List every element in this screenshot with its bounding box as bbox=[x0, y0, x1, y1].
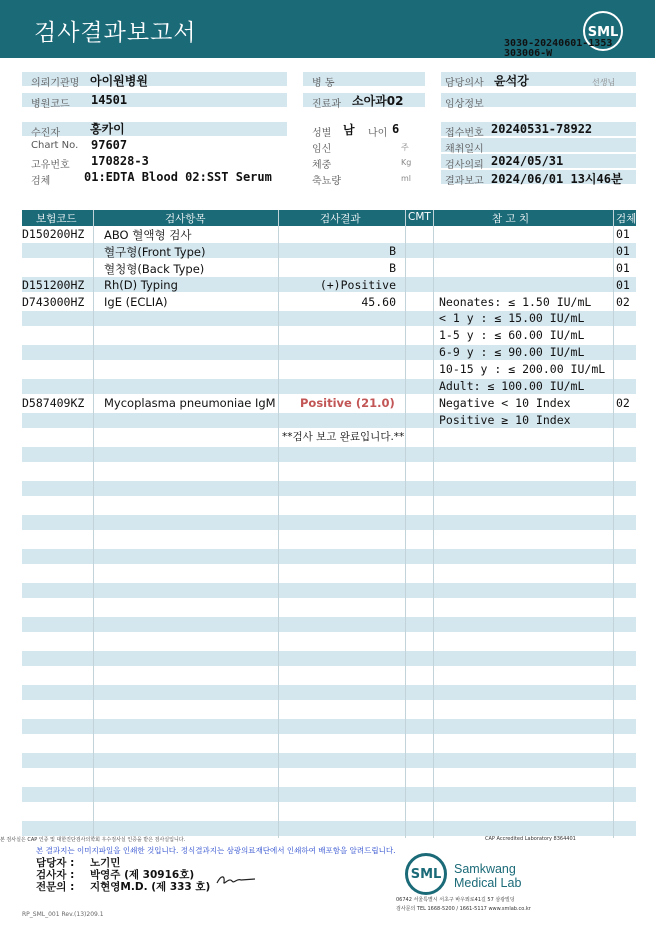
dept-value: 소아과02 bbox=[352, 94, 404, 108]
doctor-label: 담당의사 bbox=[445, 78, 484, 89]
specialist-name: 지현영M.D. (제 333 호) bbox=[90, 881, 211, 893]
request-value: 2024/05/31 bbox=[491, 154, 564, 168]
row-reference: 10-15 y : ≤ 200.00 IU/mL bbox=[439, 362, 606, 376]
row-result: 45.60 bbox=[361, 295, 396, 309]
row-item: IgE (ECLIA) bbox=[104, 295, 168, 309]
chart-value: 97607 bbox=[91, 138, 128, 152]
report-label: 결과보고 bbox=[445, 176, 484, 187]
urine-label: 축뇨량 bbox=[312, 176, 341, 187]
row-reference: Negative < 10 Index bbox=[439, 396, 571, 410]
row-specimen: 02 bbox=[616, 396, 630, 410]
specimen-label: 검체 bbox=[31, 176, 51, 187]
tester-name: 박영주 (제 30916호) bbox=[90, 869, 195, 881]
tester-label: 검사자 : bbox=[36, 869, 75, 881]
row-specimen: 01 bbox=[616, 227, 630, 241]
row-specimen: 01 bbox=[616, 244, 630, 258]
ward-label: 병 동 bbox=[312, 78, 335, 89]
brand-name-line1: Samkwang bbox=[454, 862, 516, 876]
lab-phone: 검사문의 TEL 1668-5200 / 1661-5117 www.smlab.co.kr bbox=[396, 906, 531, 912]
uid-label: 고유번호 bbox=[31, 160, 70, 171]
report-value: 2024/06/01 13시46분 bbox=[491, 172, 623, 186]
row-code: D151200HZ bbox=[22, 278, 85, 292]
specialist-label: 전문의 : bbox=[36, 881, 75, 893]
table-stripe bbox=[22, 685, 636, 700]
table-end-note: **검사 보고 완료입니다.** bbox=[282, 431, 405, 443]
row-reference: Positive ≥ 10 Index bbox=[439, 413, 571, 427]
cap-accreditation: CAP Accredited Laboratory 8364401 bbox=[485, 836, 576, 842]
table-stripe bbox=[22, 821, 636, 836]
chart-label: Chart No. bbox=[31, 140, 79, 151]
doctor-value: 윤석강 bbox=[494, 74, 529, 88]
hospital-label: 의뢰기관명 bbox=[31, 78, 80, 89]
row-result: Positive (21.0) bbox=[300, 396, 395, 410]
sml-logo-icon: SML bbox=[583, 11, 623, 51]
signature-icon bbox=[215, 873, 257, 887]
row-code: D150200HZ bbox=[22, 227, 85, 241]
report-title: 검사결과보고서 bbox=[34, 20, 197, 46]
th-cmt: CMT bbox=[408, 211, 431, 223]
band bbox=[22, 122, 287, 136]
table-stripe bbox=[22, 787, 636, 802]
hospital-value: 아이원병원 bbox=[90, 74, 148, 88]
table-stripe bbox=[22, 481, 636, 496]
row-reference: 1-5 y : ≤ 60.00 IU/mL bbox=[439, 328, 585, 342]
th-specimen: 검체 bbox=[616, 213, 637, 225]
code-label: 병원코드 bbox=[31, 99, 70, 110]
row-code: D587409KZ bbox=[22, 396, 85, 410]
row-result: (+)Positive bbox=[319, 278, 396, 292]
image-notice: 본 결과지는 이미지파일을 인쇄한 것입니다. 정식결과지는 삼광의료재단에서 인쇄하여 배포함을 알려드립니다. bbox=[36, 846, 396, 855]
row-specimen: 02 bbox=[616, 295, 630, 309]
preg-unit: 주 bbox=[401, 143, 409, 152]
table-stripe bbox=[22, 651, 636, 666]
row-result: B bbox=[389, 261, 396, 275]
table-stripe bbox=[22, 617, 636, 632]
staff-label: 담당자 : bbox=[36, 857, 75, 869]
clinical-label: 임상정보 bbox=[445, 99, 484, 110]
row-item: ABO 혈액형 검사 bbox=[104, 228, 192, 242]
age-label: 나이 bbox=[368, 128, 388, 139]
form-code: RP_SML_001 Rev.(13)209.1 bbox=[22, 911, 104, 918]
request-label: 검사의뢰 bbox=[445, 160, 484, 171]
preg-label: 임신 bbox=[312, 144, 332, 155]
table-stripe bbox=[22, 447, 636, 462]
patient-label: 수진자 bbox=[31, 128, 60, 139]
weight-label: 체중 bbox=[312, 160, 332, 171]
patient-value: 홍카이 bbox=[90, 122, 125, 136]
table-stripe bbox=[22, 549, 636, 564]
column-divider bbox=[93, 210, 94, 838]
urine-unit: ml bbox=[401, 174, 412, 183]
row-specimen: 01 bbox=[616, 278, 630, 292]
table-stripe bbox=[22, 583, 636, 598]
specimen-value: 01:EDTA Blood 02:SST Serum bbox=[84, 170, 272, 184]
uid-value: 170828-3 bbox=[91, 154, 149, 168]
row-item: Rh(D) Typing bbox=[104, 278, 178, 292]
th-ref: 참 고 치 bbox=[492, 213, 530, 225]
row-reference: 6-9 y : ≤ 90.00 IU/mL bbox=[439, 345, 585, 359]
brand-name-line2: Medical Lab bbox=[454, 876, 522, 890]
row-code: D743000HZ bbox=[22, 295, 85, 309]
column-divider bbox=[405, 210, 406, 838]
row-reference: < 1 y : ≤ 15.00 IU/mL bbox=[439, 311, 585, 325]
row-item: 혈구형(Front Type) bbox=[104, 245, 206, 259]
row-result: B bbox=[389, 244, 396, 258]
table-stripe bbox=[22, 719, 636, 734]
table-stripe bbox=[22, 753, 636, 768]
row-item: Mycoplasma pneumoniae IgM bbox=[104, 396, 276, 410]
collect-label: 채취일시 bbox=[445, 144, 484, 155]
lab-address: 06742 서울특별시 서초구 바우뫼로41길 57 삼광빌딩 bbox=[396, 897, 515, 903]
th-item: 검사항목 bbox=[165, 213, 206, 225]
th-result: 검사결과 bbox=[320, 213, 361, 225]
sex-value: 남 bbox=[343, 123, 355, 137]
report-header bbox=[0, 0, 655, 58]
row-reference: Neonates: ≤ 1.50 IU/mL bbox=[439, 295, 592, 309]
doctor-suffix: 선생님 bbox=[592, 78, 616, 87]
th-code: 보험코드 bbox=[36, 213, 77, 225]
report-id-line2: 303006-W bbox=[504, 48, 553, 59]
row-specimen: 01 bbox=[616, 261, 630, 275]
row-reference: Adult: ≤ 100.00 IU/mL bbox=[439, 379, 585, 393]
table-stripe bbox=[22, 515, 636, 530]
column-divider bbox=[278, 210, 279, 838]
dept-label: 진료과 bbox=[312, 99, 341, 110]
staff-name: 노기민 bbox=[90, 857, 121, 869]
receipt-value: 20240531-78922 bbox=[491, 122, 593, 136]
weight-unit: Kg bbox=[401, 158, 412, 167]
age-value: 6 bbox=[392, 122, 400, 136]
report-id-line1: 3030-20240601-1353 bbox=[504, 38, 613, 49]
column-divider bbox=[433, 210, 434, 838]
column-divider bbox=[613, 210, 614, 838]
receipt-label: 접수번호 bbox=[445, 128, 484, 139]
sml-brand-logo-icon: SML bbox=[405, 853, 447, 895]
sex-label: 성별 bbox=[312, 128, 332, 139]
code-value: 14501 bbox=[91, 93, 128, 107]
row-item: 혈청형(Back Type) bbox=[104, 262, 205, 276]
footer-cert-text: 본 검사실은 CAP 인증 및 대한진단검사의학회 우수검사실 인증을 받은 검사실입니다. bbox=[0, 837, 186, 843]
